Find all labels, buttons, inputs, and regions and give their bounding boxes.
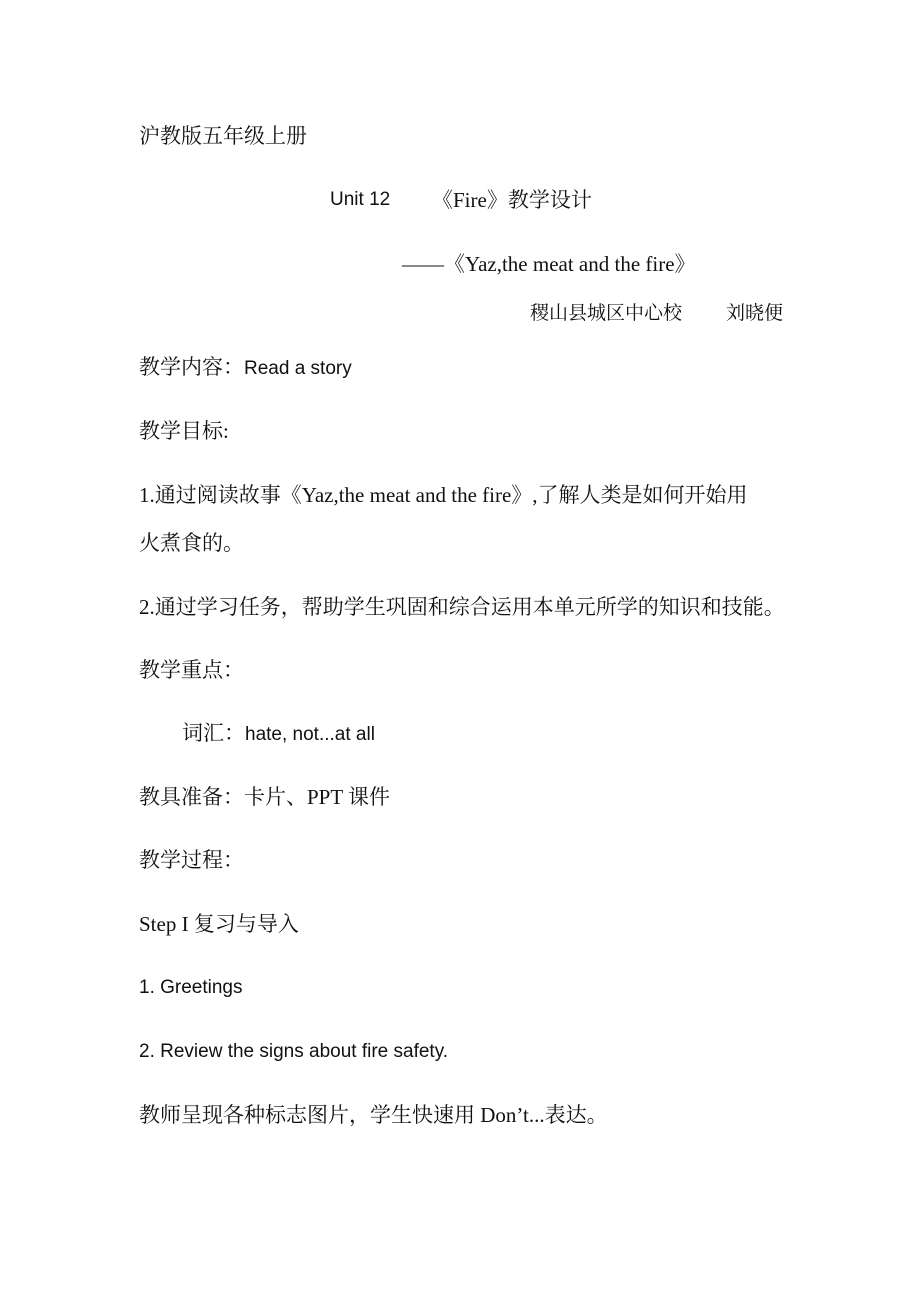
tools-value: 卡片、PPT 课件 bbox=[244, 785, 391, 809]
page-title: 《Fire》教学设计 bbox=[432, 188, 592, 212]
author-name: 刘晓便 bbox=[726, 303, 784, 324]
key-points-heading: 教学重点： bbox=[139, 658, 244, 682]
subtitle: ——《Yaz,the meat and the fire》 bbox=[402, 252, 696, 276]
vocab-value: hate, not...at all bbox=[245, 724, 375, 745]
textbook-label: 沪教版五年级上册 bbox=[139, 124, 307, 148]
tools-label: 教具准备： bbox=[139, 785, 244, 809]
goal-2: 2.通过学习任务，帮助学生巩固和综合运用本单元所学的知识和技能。 bbox=[139, 595, 785, 619]
step-item-1: 1. Greetings bbox=[139, 977, 243, 998]
content-label: 教学内容： bbox=[139, 355, 244, 379]
content-value: Read a story bbox=[244, 358, 352, 379]
goal-1-line-2: 火煮食的。 bbox=[139, 531, 244, 555]
goals-heading: 教学目标: bbox=[139, 419, 229, 443]
step-1-heading: Step I 复习与导入 bbox=[139, 912, 299, 936]
process-heading: 教学过程： bbox=[139, 848, 244, 872]
vocab-label: 词汇： bbox=[182, 721, 245, 745]
goal-1-line-1: 1.通过阅读故事《Yaz,the meat and the fire》,了解人类是如何开始用 bbox=[139, 483, 748, 507]
content-row bbox=[139, 353, 352, 383]
instruction-text: 教师呈现各种标志图片，学生快速用 Don’t...表达。 bbox=[139, 1103, 608, 1127]
school-name: 稷山县城区中心校 bbox=[530, 303, 683, 324]
title-unit: Unit 12 bbox=[330, 189, 391, 210]
tools-row bbox=[139, 783, 390, 811]
step-item-2: 2. Review the signs about fire safety. bbox=[139, 1041, 449, 1062]
vocab-row bbox=[182, 719, 375, 749]
